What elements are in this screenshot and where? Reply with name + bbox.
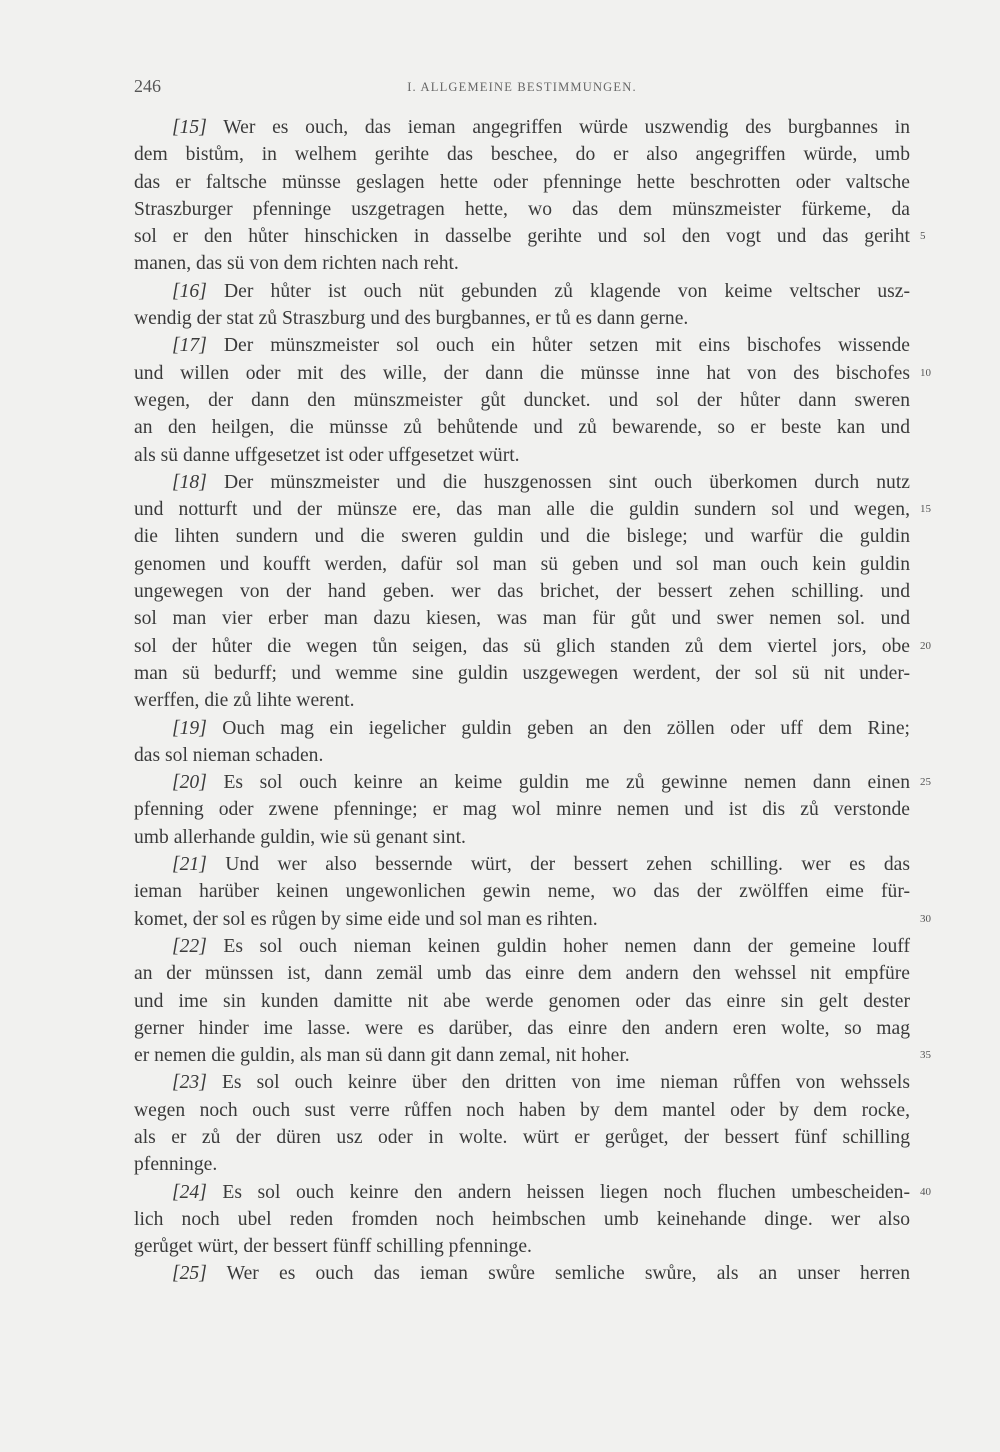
line-text: man sü bedurff; und wemme sine guldin uszgewegen werdent, der sol sü nit under- bbox=[134, 662, 910, 684]
line-text: das er faltsche münsse geslagen hette oder pfenninge hette beschrotten oder valtsche bbox=[134, 171, 910, 193]
document-body bbox=[134, 114, 931, 1288]
section-number: [23] bbox=[172, 1072, 207, 1094]
line-text: das sol nieman schaden. bbox=[134, 744, 324, 766]
line-text: ungewegen von der hand geben. wer das brichet, der bessert zehen schilling. und bbox=[134, 581, 910, 603]
text-line bbox=[134, 414, 910, 441]
text-line bbox=[134, 742, 910, 769]
text-line bbox=[134, 578, 910, 605]
line-text: komet, der sol es růgen by sime eide und sol man es rihten. bbox=[134, 908, 598, 930]
line-text: und willen oder mit des wille, der dann die münsse inne hat von des bischofes bbox=[134, 362, 910, 384]
line-text: Der hůter ist ouch nüt gebunden zů klagende von keime veltscher usz- bbox=[206, 280, 910, 302]
line-text: gerner hinder ime lasse. were es darüber, das einre den andern eren wolte, so mag bbox=[134, 1017, 910, 1039]
line-text: Der münszmeister sol ouch ein hůter setzen mit eins bischofes wissende bbox=[206, 335, 910, 357]
section-number: [19] bbox=[172, 717, 207, 739]
text-line bbox=[134, 387, 910, 414]
line-text: die lihten sundern und die sweren guldin und die bislege; und warfür die guldin bbox=[134, 526, 910, 548]
text-line bbox=[134, 1097, 910, 1124]
section-number: [24] bbox=[172, 1181, 207, 1203]
line-text: ieman harüber keinen ungewonlichen gewin neme, wo das der zwölffen eime für- bbox=[134, 881, 910, 903]
line-number-margin: 30 bbox=[920, 912, 931, 925]
text-line bbox=[134, 796, 910, 823]
line-number-margin: 40 bbox=[920, 1185, 931, 1198]
running-head: I. ALLGEMEINE BESTIMMUNGEN. bbox=[407, 80, 637, 94]
line-text: werffen, die zů lihte werent. bbox=[134, 690, 355, 712]
text-line bbox=[134, 851, 910, 878]
line-text: Der münszmeister und die huszgenossen sint ouch überkomen durch nutz bbox=[206, 471, 910, 493]
line-text: an der münssen ist, dann zemäl umb das einre dem andern den wehssel nit empfüre bbox=[134, 963, 910, 985]
text-line bbox=[134, 1179, 931, 1206]
text-line bbox=[134, 305, 910, 332]
text-line bbox=[134, 1206, 910, 1233]
text-line bbox=[134, 223, 926, 250]
line-text: umb allerhande guldin, wie sü genant sint. bbox=[134, 826, 466, 848]
text-line bbox=[134, 250, 910, 277]
line-number-margin: 35 bbox=[920, 1049, 931, 1062]
line-text: Wer es ouch, das ieman angegriffen würde uszwendig des burgbannes in bbox=[206, 117, 910, 138]
text-line bbox=[134, 169, 910, 196]
text-line bbox=[134, 988, 910, 1015]
text-line bbox=[134, 1069, 910, 1096]
line-number-margin: 5 bbox=[920, 230, 926, 243]
line-text: lich noch ubel reden fromden noch heimbschen umb keinehande dinge. wer also bbox=[134, 1208, 910, 1230]
section-number: [18] bbox=[172, 471, 207, 493]
line-text: er nemen die guldin, als man sü dann git dann zemal, nit hoher. bbox=[134, 1045, 630, 1067]
line-text: wegen noch ouch sust verre růffen noch haben by dem mantel oder by dem rocke, bbox=[134, 1099, 910, 1121]
line-number-margin: 15 bbox=[920, 503, 931, 516]
text-line bbox=[134, 933, 910, 960]
text-line bbox=[134, 360, 931, 387]
text-line bbox=[134, 496, 931, 523]
text-line bbox=[134, 1124, 910, 1151]
text-line bbox=[134, 824, 910, 851]
text-line bbox=[134, 114, 910, 141]
line-text: Es sol ouch nieman keinen guldin hoher nemen dann der gemeine louff bbox=[206, 935, 910, 957]
line-text: wegen, der dann den münszmeister gůt duncket. und sol der hůter dann sweren bbox=[134, 389, 910, 411]
text-line bbox=[134, 715, 910, 742]
text-line bbox=[134, 332, 910, 359]
text-line bbox=[134, 633, 931, 660]
text-line bbox=[134, 278, 910, 305]
line-text: Wer es ouch das ieman swůre semliche swůre, als an unser herren bbox=[206, 1263, 910, 1285]
section-number: [22] bbox=[172, 935, 207, 957]
text-line bbox=[134, 660, 910, 687]
text-line bbox=[134, 1015, 910, 1042]
text-line bbox=[134, 551, 910, 578]
text-line bbox=[134, 769, 931, 796]
text-line bbox=[134, 196, 910, 223]
text-line bbox=[134, 1042, 931, 1069]
section-number: [17] bbox=[172, 335, 207, 357]
page-number: 246 bbox=[134, 76, 161, 96]
line-text: sol der hůter die wegen tůn seigen, das sü glich standen zů dem viertel jors, obe bbox=[134, 635, 910, 657]
text-line bbox=[134, 141, 910, 168]
section-number: [21] bbox=[172, 854, 207, 876]
line-text: Es sol ouch keinre über den dritten von ime nieman růffen von wehssels bbox=[206, 1072, 910, 1094]
text-line bbox=[134, 906, 931, 933]
line-text: pfenning oder zwene pfenninge; er mag wol minre nemen und ist dis zů verstonde bbox=[134, 799, 910, 821]
text-line bbox=[134, 1233, 910, 1260]
text-line bbox=[134, 1260, 910, 1287]
line-text: Es sol ouch keinre den andern heissen liegen noch fluchen umbescheiden- bbox=[206, 1181, 910, 1203]
line-text: Und wer also bessernde würt, der bessert zehen schilling. wer es das bbox=[206, 854, 910, 876]
page-header bbox=[134, 76, 910, 100]
section-number: [15] bbox=[172, 117, 207, 138]
section-number: [25] bbox=[172, 1263, 207, 1285]
line-number-margin: 10 bbox=[920, 366, 931, 379]
line-number-margin: 25 bbox=[920, 776, 931, 789]
text-line bbox=[134, 687, 910, 714]
text-line bbox=[134, 442, 910, 469]
line-text: Straszburger pfenninge uszgetragen hette, wo das dem münszmeister fürkeme, da bbox=[134, 198, 910, 220]
text-line bbox=[134, 878, 910, 905]
line-text: gerůget würt, der bessert fünff schilling pfenninge. bbox=[134, 1236, 532, 1258]
text-line bbox=[134, 469, 910, 496]
text-line bbox=[134, 960, 910, 987]
line-text: sol er den hůter hinschicken in dasselbe gerihte und sol den vogt und das geriht bbox=[134, 226, 910, 248]
text-line bbox=[134, 1151, 910, 1178]
section-number: [16] bbox=[172, 280, 207, 302]
line-text: Es sol ouch keinre an keime guldin me zů gewinne nemen dann einen bbox=[206, 772, 910, 794]
line-number-margin: 20 bbox=[920, 639, 931, 652]
section-number: [20] bbox=[172, 772, 207, 794]
line-text: und ime sin kunden damitte nit abe werde genomen oder das einre sin gelt dester bbox=[134, 990, 910, 1012]
line-text: Ouch mag ein iegelicher guldin geben an den zöllen oder uff dem Rine; bbox=[206, 717, 910, 739]
text-line bbox=[134, 523, 910, 550]
line-text: pfenninge. bbox=[134, 1154, 218, 1176]
line-text: als er zů der düren usz oder in wolte. würt er gerůget, der bessert fünf schilling bbox=[134, 1126, 910, 1148]
line-text: an den heilgen, die münsse zů behůtende und zů bewarende, so er beste kan und bbox=[134, 417, 910, 439]
line-text: manen, das sü von dem richten nach reht. bbox=[134, 253, 459, 275]
line-text: dem bistům, in welhem gerihte das beschee, do er also angegriffen würde, umb bbox=[134, 144, 910, 166]
line-text: und notturft und der münsze ere, das man alle die guldin sundern sol und wegen, bbox=[134, 499, 910, 521]
line-text: genomen und koufft werden, dafür sol man sü geben und sol man ouch kein guldin bbox=[134, 553, 910, 575]
text-line bbox=[134, 605, 910, 632]
line-text: als sü danne uffgesetzet ist oder uffgesetzet würt. bbox=[134, 444, 520, 466]
line-text: wendig der stat zů Straszburg und des burgbannes, er tů es dann gerne. bbox=[134, 308, 689, 330]
line-text: sol man vier erber man dazu kiesen, was man für gůt und swer nemen sol. und bbox=[134, 608, 910, 630]
